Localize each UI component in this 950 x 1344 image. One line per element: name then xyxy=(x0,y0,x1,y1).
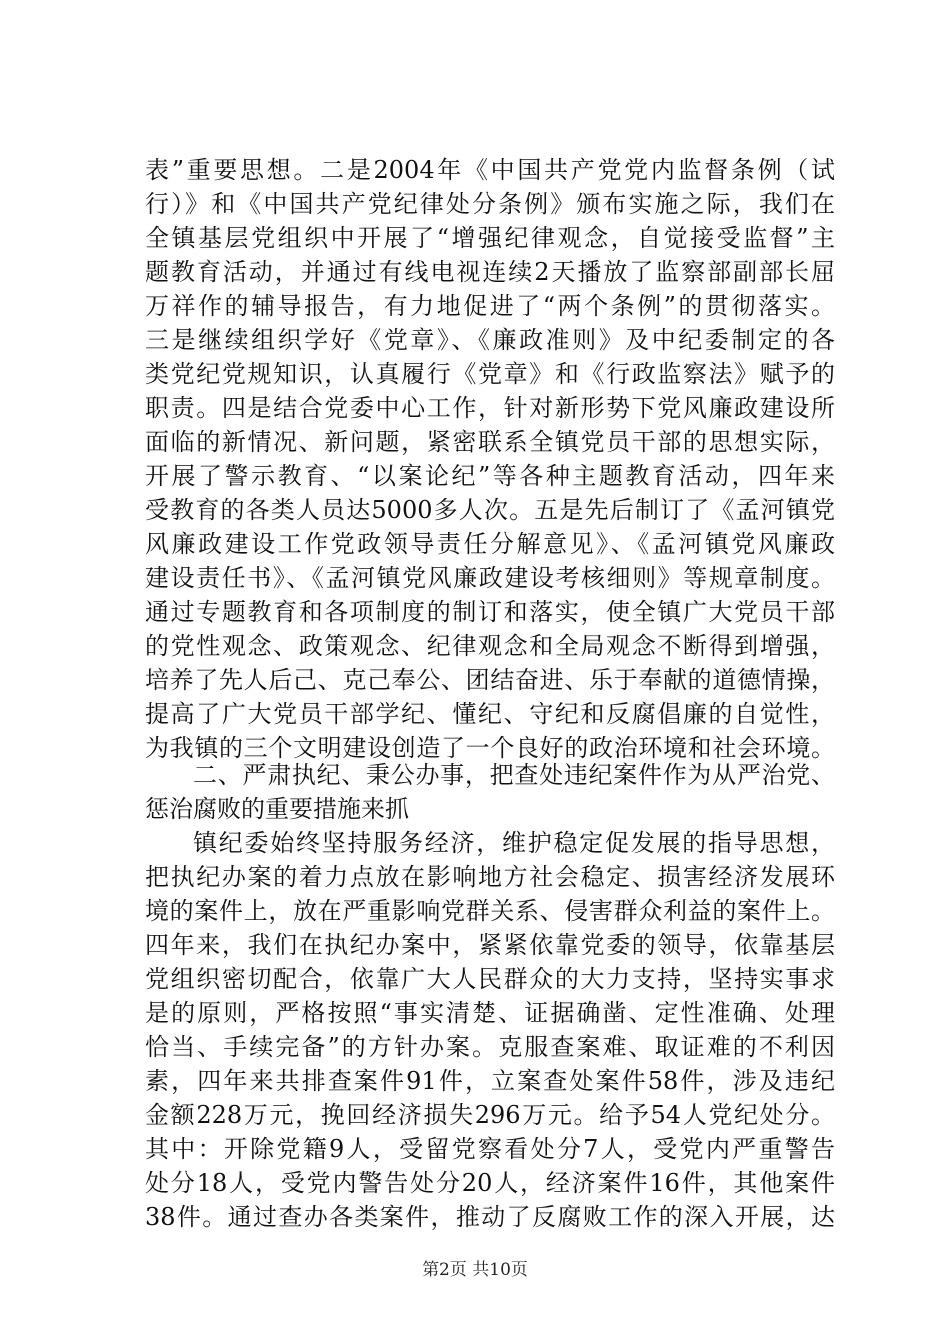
section-heading-line: 二、严肃执纪、秉公办事，把查处违纪案件作为从严治党、 xyxy=(193,761,835,789)
paragraph-1 xyxy=(145,153,835,765)
paragraph-line: 培养了先人后己、克己奉公、团结奋进、乐于奉献的道德情操， xyxy=(145,666,835,694)
paragraph-line: 受教育的各类人员达5000多人次。五是先后制订了《孟河镇党 xyxy=(145,496,835,524)
paragraph-line: 镇纪委始终坚持服务经济，维护稳定促发展的指导思想， xyxy=(193,829,835,857)
paragraph-2 xyxy=(145,826,835,1234)
paragraph-line: 党组织密切配合，依靠广大人民群众的大力支持，坚持实事求 xyxy=(145,965,835,993)
paragraph-line: 是的原则，严格按照“事实清楚、证据确凿、定性准确、处理 xyxy=(145,999,835,1027)
section-heading xyxy=(145,758,835,826)
paragraph-line: 三是继续组织学好《党章》、《廉政准则》及中纪委制定的各 xyxy=(145,326,835,354)
paragraph-line: 其中：开除党籍9人，受留党察看处分7人，受党内严重警告 xyxy=(145,1135,835,1163)
paragraph-line: 境的案件上，放在严重影响党群关系、侵害群众利益的案件上。 xyxy=(145,897,835,925)
page-number-footer: 第2页 共10页 xyxy=(422,1260,528,1280)
paragraph-line: 题教育活动，并通过有线电视连续2天播放了监察部副部长屈 xyxy=(145,258,835,286)
paragraph-line: 类党纪党规知识，认真履行《党章》和《行政监察法》赋予的 xyxy=(145,360,835,388)
paragraph-line: 全镇基层党组织中开展了“增强纪律观念，自觉接受监督”主 xyxy=(145,224,835,252)
paragraph-line: 风廉政建设工作党政领导责任分解意见》、《孟河镇党风廉政 xyxy=(145,530,835,558)
paragraph-line: 素，四年来共排查案件91件，立案查处案件58件，涉及违纪 xyxy=(145,1067,835,1095)
paragraph-line: 表”重要思想。二是2004年《中国共产党党内监督条例（试 xyxy=(145,156,835,184)
paragraph-line: 行）》和《中国共产党纪律处分条例》颁布实施之际，我们在 xyxy=(145,190,835,218)
paragraph-line: 万祥作的辅导报告，有力地促进了“两个条例”的贯彻落实。 xyxy=(145,292,835,320)
paragraph-line: 建设责任书》、《孟河镇党风廉政建设考核细则》等规章制度。 xyxy=(145,564,835,592)
section-heading-line: 惩治腐败的重要措施来抓 xyxy=(145,795,409,823)
paragraph-line: 把执纪办案的着力点放在影响地方社会稳定、损害经济发展环 xyxy=(145,863,835,891)
paragraph-line: 处分18人，受党内警告处分20人，经济案件16件，其他案件 xyxy=(145,1169,835,1197)
paragraph-line: 提高了广大党员干部学纪、懂纪、守纪和反腐倡廉的自觉性， xyxy=(145,700,835,728)
paragraph-line: 通过专题教育和各项制度的制订和落实，使全镇广大党员干部 xyxy=(145,598,835,626)
paragraph-line: 金额228万元，挽回经济损失296万元。给予54人党纪处分。 xyxy=(145,1101,835,1129)
paragraph-line: 面临的新情况、新问题，紧密联系全镇党员干部的思想实际， xyxy=(145,428,835,456)
paragraph-line: 的党性观念、政策观念、纪律观念和全局观念不断得到增强， xyxy=(145,632,835,660)
paragraph-line: 为我镇的三个文明建设创造了一个良好的政治环境和社会环境。 xyxy=(145,734,835,762)
paragraph-line: 38件。通过查办各类案件，推动了反腐败工作的深入开展，达 xyxy=(145,1203,835,1231)
paragraph-line: 恰当、手续完备”的方针办案。克服查案难、取证难的不利因 xyxy=(145,1033,835,1061)
paragraph-line: 四年来，我们在执纪办案中，紧紧依靠党委的领导，依靠基层 xyxy=(145,931,835,959)
paragraph-line: 职责。四是结合党委中心工作，针对新形势下党风廉政建设所 xyxy=(145,394,835,422)
paragraph-line: 开展了警示教育、“以案论纪”等各种主题教育活动，四年来 xyxy=(145,462,835,490)
